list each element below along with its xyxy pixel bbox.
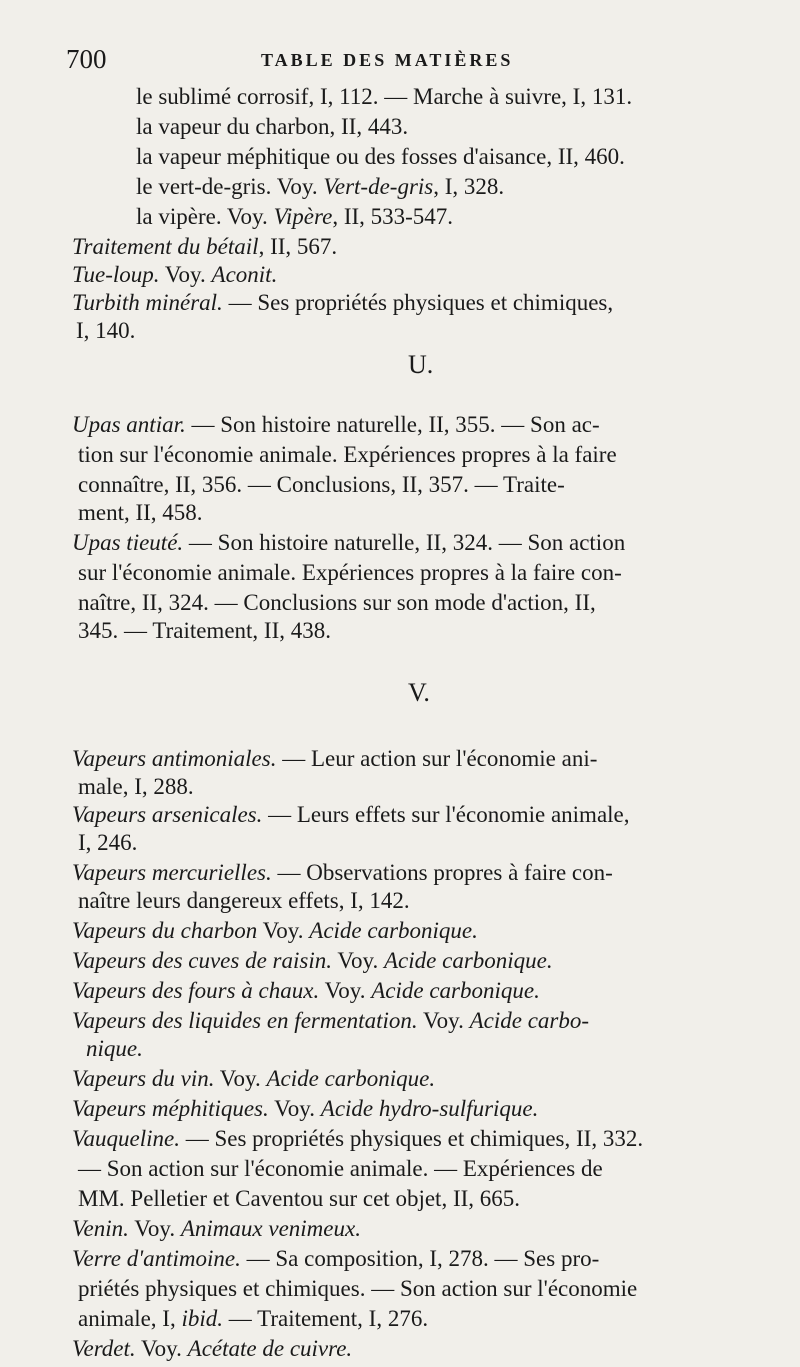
section-heading-v: V.: [408, 678, 430, 707]
index-line: [72, 858, 613, 888]
index-line: [72, 232, 337, 262]
index-line: [72, 1214, 361, 1244]
index-text: male, I, 288.: [78, 774, 194, 799]
index-term: Acétate de cuivre.: [187, 1336, 353, 1361]
index-line: [78, 772, 194, 802]
index-term: Vauqueline.: [72, 1126, 180, 1151]
index-line: [136, 82, 632, 112]
index-text: — Son action sur l'économie animale. — Expériences de: [78, 1156, 603, 1181]
index-text: Voy.: [257, 918, 310, 943]
index-term: Aconit.: [211, 262, 278, 287]
index-line: [136, 202, 453, 232]
index-line: [78, 1184, 520, 1214]
index-line: [78, 440, 617, 470]
index-text: — Ses propriétés physiques et chimiques,: [222, 290, 614, 315]
index-text: Voy.: [268, 1096, 321, 1121]
index-text: — Traitement, I, 276.: [223, 1306, 429, 1331]
index-text: — Leurs effets sur l'économie animale,: [262, 802, 630, 827]
index-line: [136, 142, 625, 172]
index-text: MM. Pelletier et Caventou sur cet objet, II, 665.: [78, 1186, 521, 1211]
index-text: — Son histoire naturelle, II, 324. — Son action: [183, 530, 626, 555]
index-term: Acide carbonique.: [384, 948, 553, 973]
index-term: Vapeurs antimoniales.: [72, 746, 277, 771]
index-line: [78, 616, 331, 646]
index-text: 345. — Traitement, II, 438.: [78, 618, 331, 643]
index-line: [72, 800, 630, 830]
index-text: ment, II, 458.: [78, 500, 203, 525]
index-text: — Son histoire naturelle, II, 355. — Son ac-: [185, 412, 600, 437]
index-text: le sublimé corrosif, I, 112. — Marche à suivre, I, 131.: [136, 84, 633, 109]
index-term: Acide carbonique.: [309, 918, 478, 943]
index-text: I, 246.: [78, 830, 138, 855]
index-text: priétés physiques et chimiques. — Son action sur l'économie: [78, 1276, 638, 1301]
index-line: [78, 588, 596, 618]
index-line: [72, 1124, 643, 1154]
index-text: Voy.: [214, 1066, 267, 1091]
index-line: [78, 828, 137, 858]
index-term: Traitement du bétail: [72, 234, 259, 259]
index-text: le vert-de-gris. Voy.: [136, 174, 324, 199]
index-line: [76, 316, 135, 346]
index-term: Verre d'antimoine.: [72, 1246, 241, 1271]
index-text: , II, 533-547.: [332, 204, 454, 229]
index-text: sur l'économie animale. Expériences propres à la faire con-: [78, 560, 622, 585]
index-line: [136, 172, 504, 202]
index-term: Venin.: [72, 1216, 129, 1241]
index-text: — Leur action sur l'économie ani-: [276, 746, 598, 771]
index-text: , II, 567.: [258, 234, 338, 259]
index-term: Vipère: [273, 204, 333, 229]
index-term: Tue-loup.: [72, 262, 160, 287]
index-text: Voy.: [159, 262, 212, 287]
index-text: — Observations propres à faire con-: [271, 860, 613, 885]
page-number: 700: [66, 44, 107, 74]
index-line: [78, 886, 410, 916]
index-term: Upas tieuté.: [72, 530, 184, 555]
index-term: nique.: [86, 1036, 143, 1061]
index-text: tion sur l'économie animale. Expériences propres à la faire: [78, 442, 617, 467]
index-text: Voy.: [135, 1336, 188, 1361]
index-line: [86, 1034, 143, 1064]
index-line: [72, 1334, 352, 1364]
page-header: [66, 44, 766, 74]
index-text: la vapeur méphitique ou des fosses d'aisance, II, 460.: [136, 144, 625, 169]
index-line: [72, 1064, 435, 1094]
index-term: Vapeurs arsenicales.: [72, 802, 263, 827]
index-line: [72, 288, 613, 318]
index-line: [72, 1006, 589, 1036]
index-term: Turbith minéral.: [72, 290, 223, 315]
index-line: [78, 558, 622, 588]
index-term: Vapeurs du charbon: [72, 918, 258, 943]
index-line: [72, 976, 540, 1006]
index-text: — Ses propriétés physiques et chimiques, II, 332.: [179, 1126, 644, 1151]
index-line: [78, 470, 565, 500]
index-term: Verdet.: [72, 1336, 136, 1361]
index-line: [72, 528, 625, 558]
index-term: Vert-de-gris: [323, 174, 434, 199]
index-line: [78, 498, 203, 528]
index-line: [78, 1304, 428, 1334]
index-line: [78, 1154, 603, 1184]
index-term: ibid.: [181, 1306, 223, 1331]
index-term: Acide carbonique.: [371, 978, 540, 1003]
section-heading-u: U.: [408, 350, 434, 379]
index-text: , I, 328.: [433, 174, 505, 199]
index-text: la vipère. Voy.: [136, 204, 274, 229]
index-text: naître, II, 324. — Conclusions sur son mode d'action, II,: [78, 590, 596, 615]
index-term: Vapeurs du vin.: [72, 1066, 215, 1091]
index-text: naître leurs dangereux effets, I, 142.: [78, 888, 410, 913]
index-term: Animaux venimeux.: [180, 1216, 361, 1241]
index-term: Vapeurs des liquides en fermentation.: [72, 1008, 418, 1033]
index-line: [72, 1094, 538, 1124]
index-term: Vapeurs méphitiques.: [72, 1096, 269, 1121]
index-term: Acide carbonique.: [266, 1066, 436, 1091]
index-line: [136, 112, 408, 142]
index-line: [72, 260, 277, 290]
index-term: Acide hydro-sulfurique.: [320, 1096, 539, 1121]
running-title: TABLE DES MATIÈRES: [261, 50, 514, 70]
index-line: [78, 1274, 637, 1304]
index-line: [72, 946, 553, 976]
index-term: Vapeurs des cuves de raisin.: [72, 948, 332, 973]
index-text: animale, I,: [78, 1306, 182, 1331]
index-text: Voy.: [128, 1216, 181, 1241]
index-text: — Sa composition, I, 278. — Ses pro-: [240, 1246, 600, 1271]
index-text: la vapeur du charbon, II, 443.: [136, 114, 409, 139]
index-line: [72, 744, 597, 774]
index-line: [72, 1244, 599, 1274]
index-text: Voy.: [332, 948, 384, 973]
index-line: [72, 410, 600, 440]
index-term: Upas antiar.: [72, 412, 186, 437]
index-text: connaître, II, 356. — Conclusions, II, 357. — Traite-: [78, 472, 565, 497]
index-text: Voy.: [319, 978, 372, 1003]
index-term: Acide carbo-: [469, 1008, 590, 1033]
index-term: Vapeurs mercurielles.: [72, 860, 272, 885]
index-term: Vapeurs des fours à chaux.: [72, 978, 320, 1003]
index-text: Voy.: [417, 1008, 470, 1033]
index-text: I, 140.: [76, 318, 136, 343]
index-line: [72, 916, 478, 946]
